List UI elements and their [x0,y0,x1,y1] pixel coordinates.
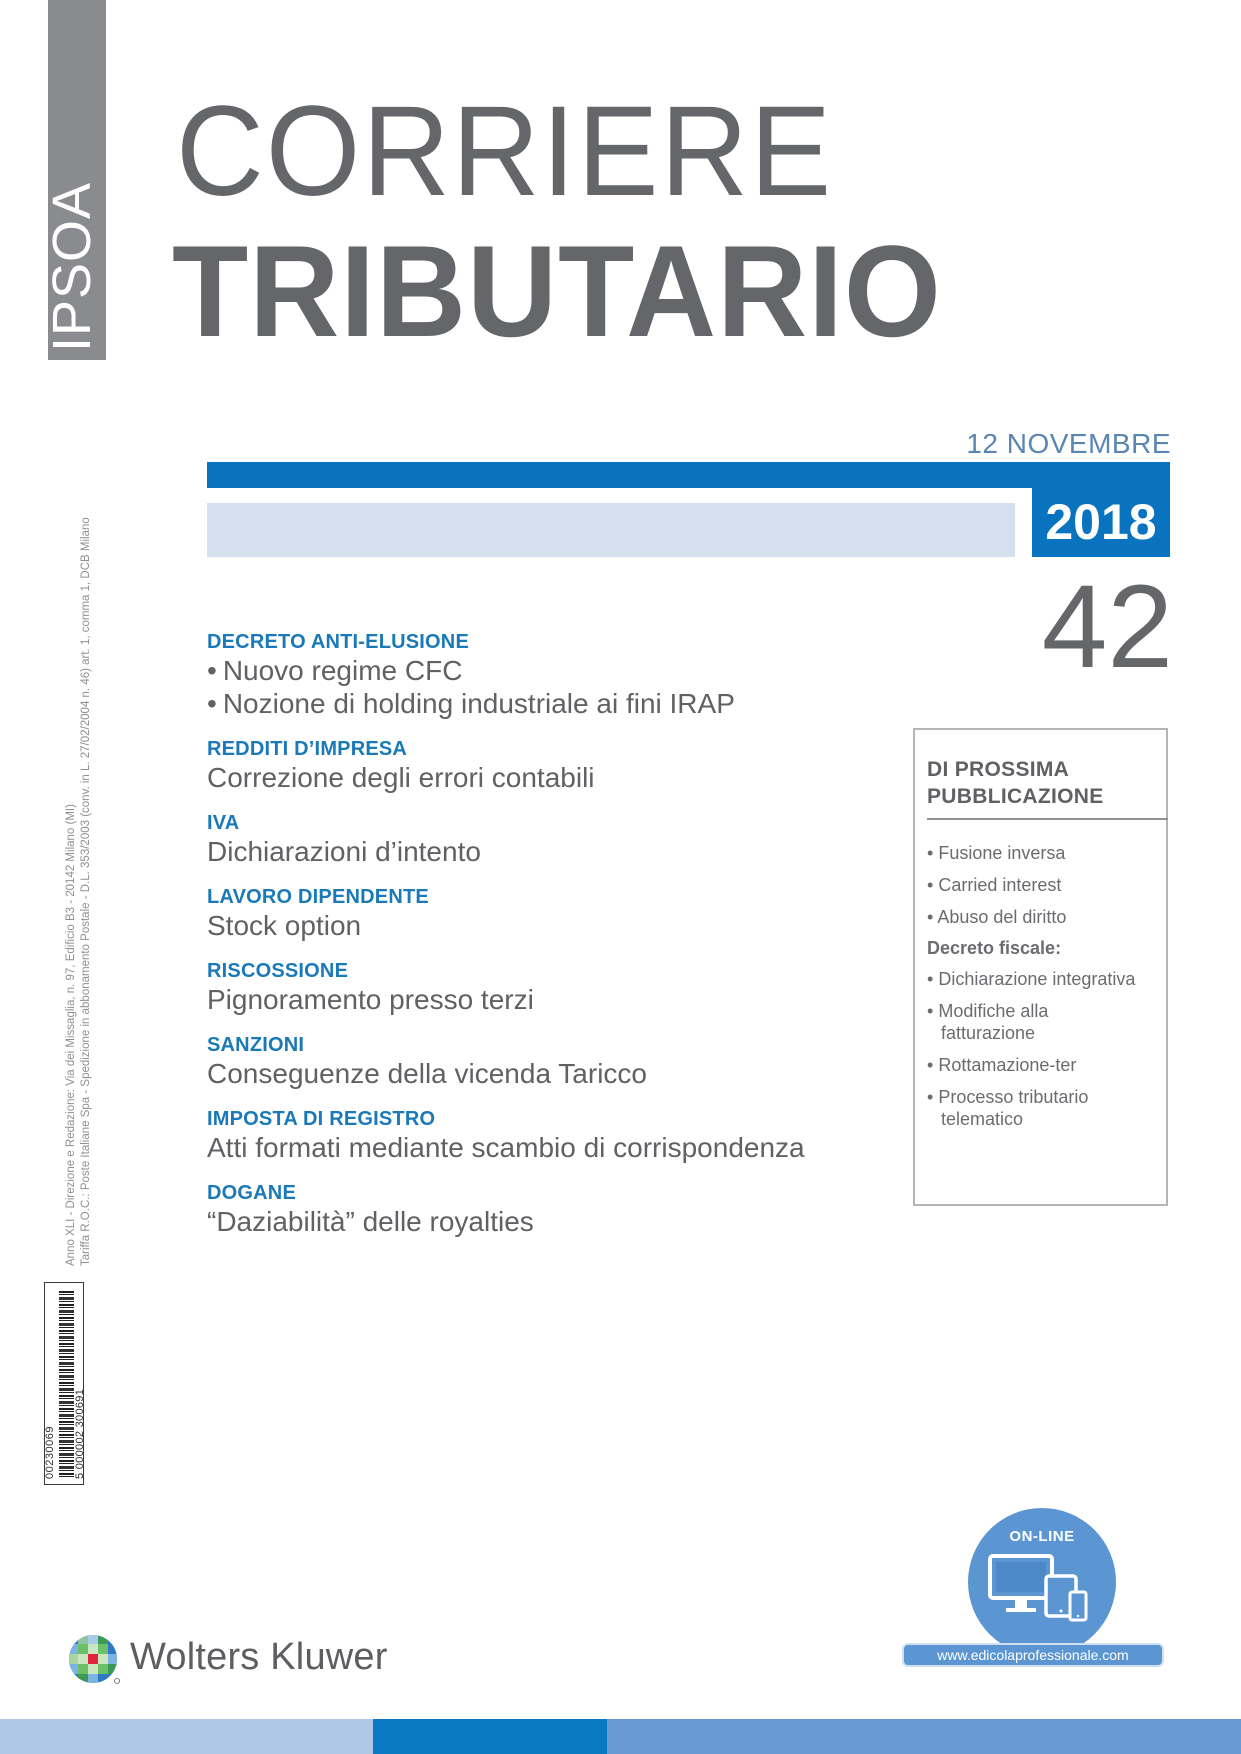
bullet-icon: • [927,1087,934,1107]
bottom-color-strip [0,1719,1241,1754]
toc-section-dogane [207,1181,907,1238]
masthead-line-2: TRIBUTARIO [172,218,942,364]
upcoming-sub-item: • Dichiarazione integrativa [927,969,1136,989]
upcoming-box [913,728,1168,1206]
ipsoa-label: IPSOA [42,181,102,352]
bullet-icon: • [207,655,217,686]
upcoming-sub-item: • Rottamazione-ter [927,1055,1077,1075]
table-of-contents [207,630,907,1255]
bullet-icon: • [927,875,934,895]
toc-item-text: Nozione di holding industriale ai fini IRAP [222,688,735,719]
toc-item[interactable]: Conseguenze della vicenda Taricco [207,1058,647,1089]
bullet-icon: • [927,1001,934,1021]
issue-date: 12 NOVEMBRE [966,428,1171,459]
online-url-link[interactable]: www.edicolaprofessionale.com [902,1643,1164,1667]
upcoming-sub-item: • Processo tributario telematico [927,1087,1089,1129]
barcode-top-digits: 00230069 [44,1426,56,1479]
upcoming-item: • Fusione inversa [927,843,1066,863]
toc-category: DECRETO ANTI-ELUSIONE [207,631,469,653]
toc-item[interactable] [207,654,907,687]
upcoming-subhead: Decreto fiscale: [927,938,1062,958]
wolters-kluwer-globe-icon [68,1634,120,1686]
toc-section-decreto-anti-elusione [207,630,907,720]
barcode [44,1282,84,1485]
bullet-icon: • [927,1055,934,1075]
toc-item[interactable] [207,687,907,720]
toc-category: DOGANE [207,1182,296,1204]
toc-item[interactable]: Stock option [207,910,362,941]
publisher-logo [68,1632,428,1692]
toc-section-lavoro-dipendente [207,885,907,942]
masthead-line-1: CORRIERE [176,80,834,223]
toc-item[interactable]: Correzione degli errori contabili [207,762,595,793]
accent-bar [207,462,1170,488]
bullet-icon: • [927,969,934,989]
devices-icon [988,1552,1098,1632]
toc-category: IVA [207,812,240,834]
upcoming-title-line-1: DI PROSSIMA [927,758,1070,781]
toc-item[interactable]: “Daziabilità” delle royalties [207,1206,534,1237]
strip-segment-light [0,1719,373,1754]
toc-section-iva [207,811,907,868]
divider [927,818,1168,820]
ipsoa-brand-bar [42,0,106,360]
upcoming-item: • Carried interest [927,875,1062,895]
bullet-icon: • [207,688,217,719]
online-circle [968,1508,1116,1656]
upcoming-item: • Abuso del diritto [927,907,1067,927]
toc-category: SANZIONI [207,1034,305,1056]
issue-year: 2018 [1032,488,1170,557]
light-accent-bar [207,503,1015,557]
bullet-icon: • [927,907,934,927]
toc-section-riscossione [207,959,907,1016]
legal-notice [64,517,94,1266]
online-label: ON-LINE [1009,1528,1075,1545]
strip-segment-medium [607,1719,1241,1754]
bullet-icon: • [927,843,934,863]
toc-section-imposta-registro [207,1107,907,1164]
legal-line-2: Tariffa R.O.C.: Poste Italiane Spa - Spedizione in abbonamento Postale - D.L. 353/2003 (conv. in L. 27/02/2004 n. 46) art. 1, comma 1, DCB Milano [80,517,92,1266]
issue-number: 42 [1041,561,1173,693]
toc-item[interactable]: Pignoramento presso terzi [207,984,534,1015]
upcoming-sub-item: • Modifiche alla fatturazione [927,1001,1049,1043]
toc-category: REDDITI D’IMPRESA [207,738,408,760]
legal-line-1: Anno XLI - Direzione e Redazione: Via dei Missaglia, n. 97, Edificio B3 - 20142 Milano (MI) [65,804,77,1266]
barcode-bottom-digits: 5 000002 300691 [74,1388,86,1479]
publisher-name: Wolters Kluwer [130,1636,388,1678]
toc-item-text: Nuovo regime CFC [222,655,463,686]
barcode-bars-icon [59,1291,74,1477]
strip-segment-dark [373,1719,607,1754]
toc-category: LAVORO DIPENDENTE [207,886,429,908]
toc-section-redditi-impresa [207,737,907,794]
toc-category: IMPOSTA DI REGISTRO [207,1108,436,1130]
online-badge[interactable] [902,1508,1168,1668]
toc-item[interactable]: Dichiarazioni d’intento [207,836,481,867]
upcoming-title-line-2: PUBBLICAZIONE [927,785,1104,808]
toc-item[interactable]: Atti formati mediante scambio di corrispondenza [207,1132,805,1163]
upcoming-title [927,756,1166,810]
toc-section-sanzioni [207,1033,907,1090]
toc-category: RISCOSSIONE [207,960,349,982]
